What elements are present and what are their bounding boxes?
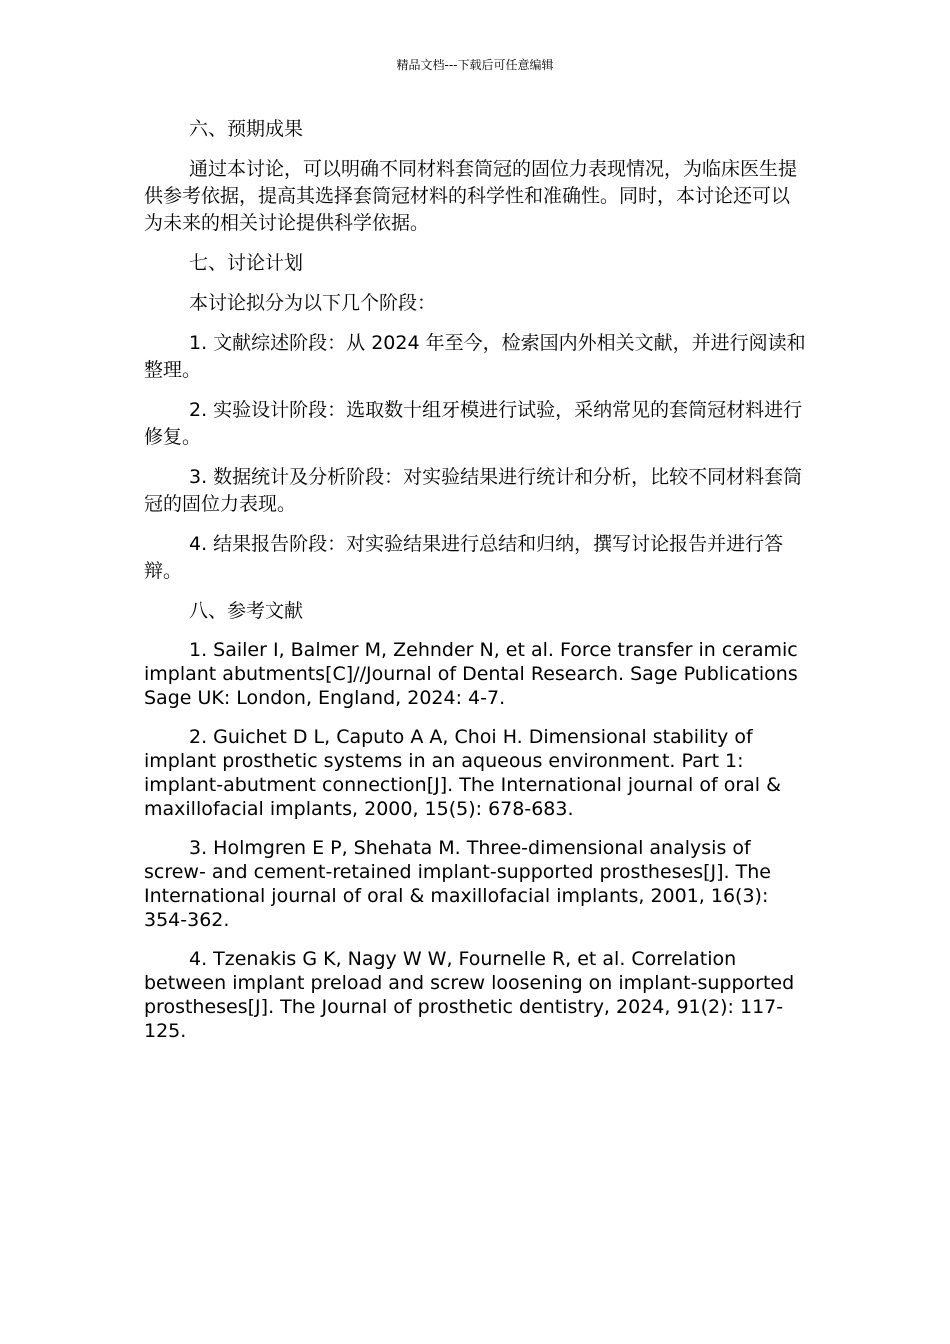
reference-item: 4. Tzenakis G K, Nagy W W, Fournelle R, et al. Correlation between implant preload and screw loosening on implant-supported prostheses[J]. The Journal of prosthetic dentistry, 2024, 91(2): 117-125. [144,948,795,1042]
section-heading-plan: 七、讨论计划 [189,252,304,274]
section-heading-expected-results: 六、预期成果 [189,118,304,140]
reference-item: 1. Sailer I, Balmer M, Zehnder N, et al. Force transfer in ceramic implant abutments[C]//Journal of Dental Research. Sage Publications Sage UK: London, England, 2024: 4-7. [144,639,798,709]
page-header: 精品文档---下载后可任意编辑 [396,58,554,72]
reference-item: 3. Holmgren E P, Shehata M. Three-dimensional analysis of screw- and cement-retained implant-supported prostheses[J]. The International journal of oral & maxillofacial implants, 2001, 16(3): 354-362. [144,837,771,931]
plan-intro: 本讨论拟分为以下几个阶段： [189,292,437,314]
plan-item: 4. 结果报告阶段：对实验结果进行总结和归纳，撰写讨论报告并进行答辩。 [144,533,784,582]
plan-item: 3. 数据统计及分析阶段：对实验结果进行统计和分析，比较不同材料套筒冠的固位力表现。 [144,466,803,515]
document-body [144,116,806,1058]
plan-item: 1. 文献综述阶段：从 2024 年至今，检索国内外相关文献，并进行阅读和整理。 [144,332,806,381]
reference-item: 2. Guichet D L, Caputo A A, Choi H. Dimensional stability of implant prosthetic systems in an aqueous environment. Part 1: implant-abutment connection[J]. The International journal of oral & maxillofacial implants, 2000, 15(5): 678-683. [144,726,781,820]
expected-results-paragraph: 通过本讨论，可以明确不同材料套筒冠的固位力表现情况，为临床医生提供参考依据，提高其选择套筒冠材料的科学性和准确性。同时，本讨论还可以为未来的相关讨论提供科学依据。 [144,158,798,234]
plan-item: 2. 实验设计阶段：选取数十组牙模进行试验，采纳常见的套筒冠材料进行修复。 [144,399,803,448]
section-heading-references: 八、参考文献 [189,600,304,622]
